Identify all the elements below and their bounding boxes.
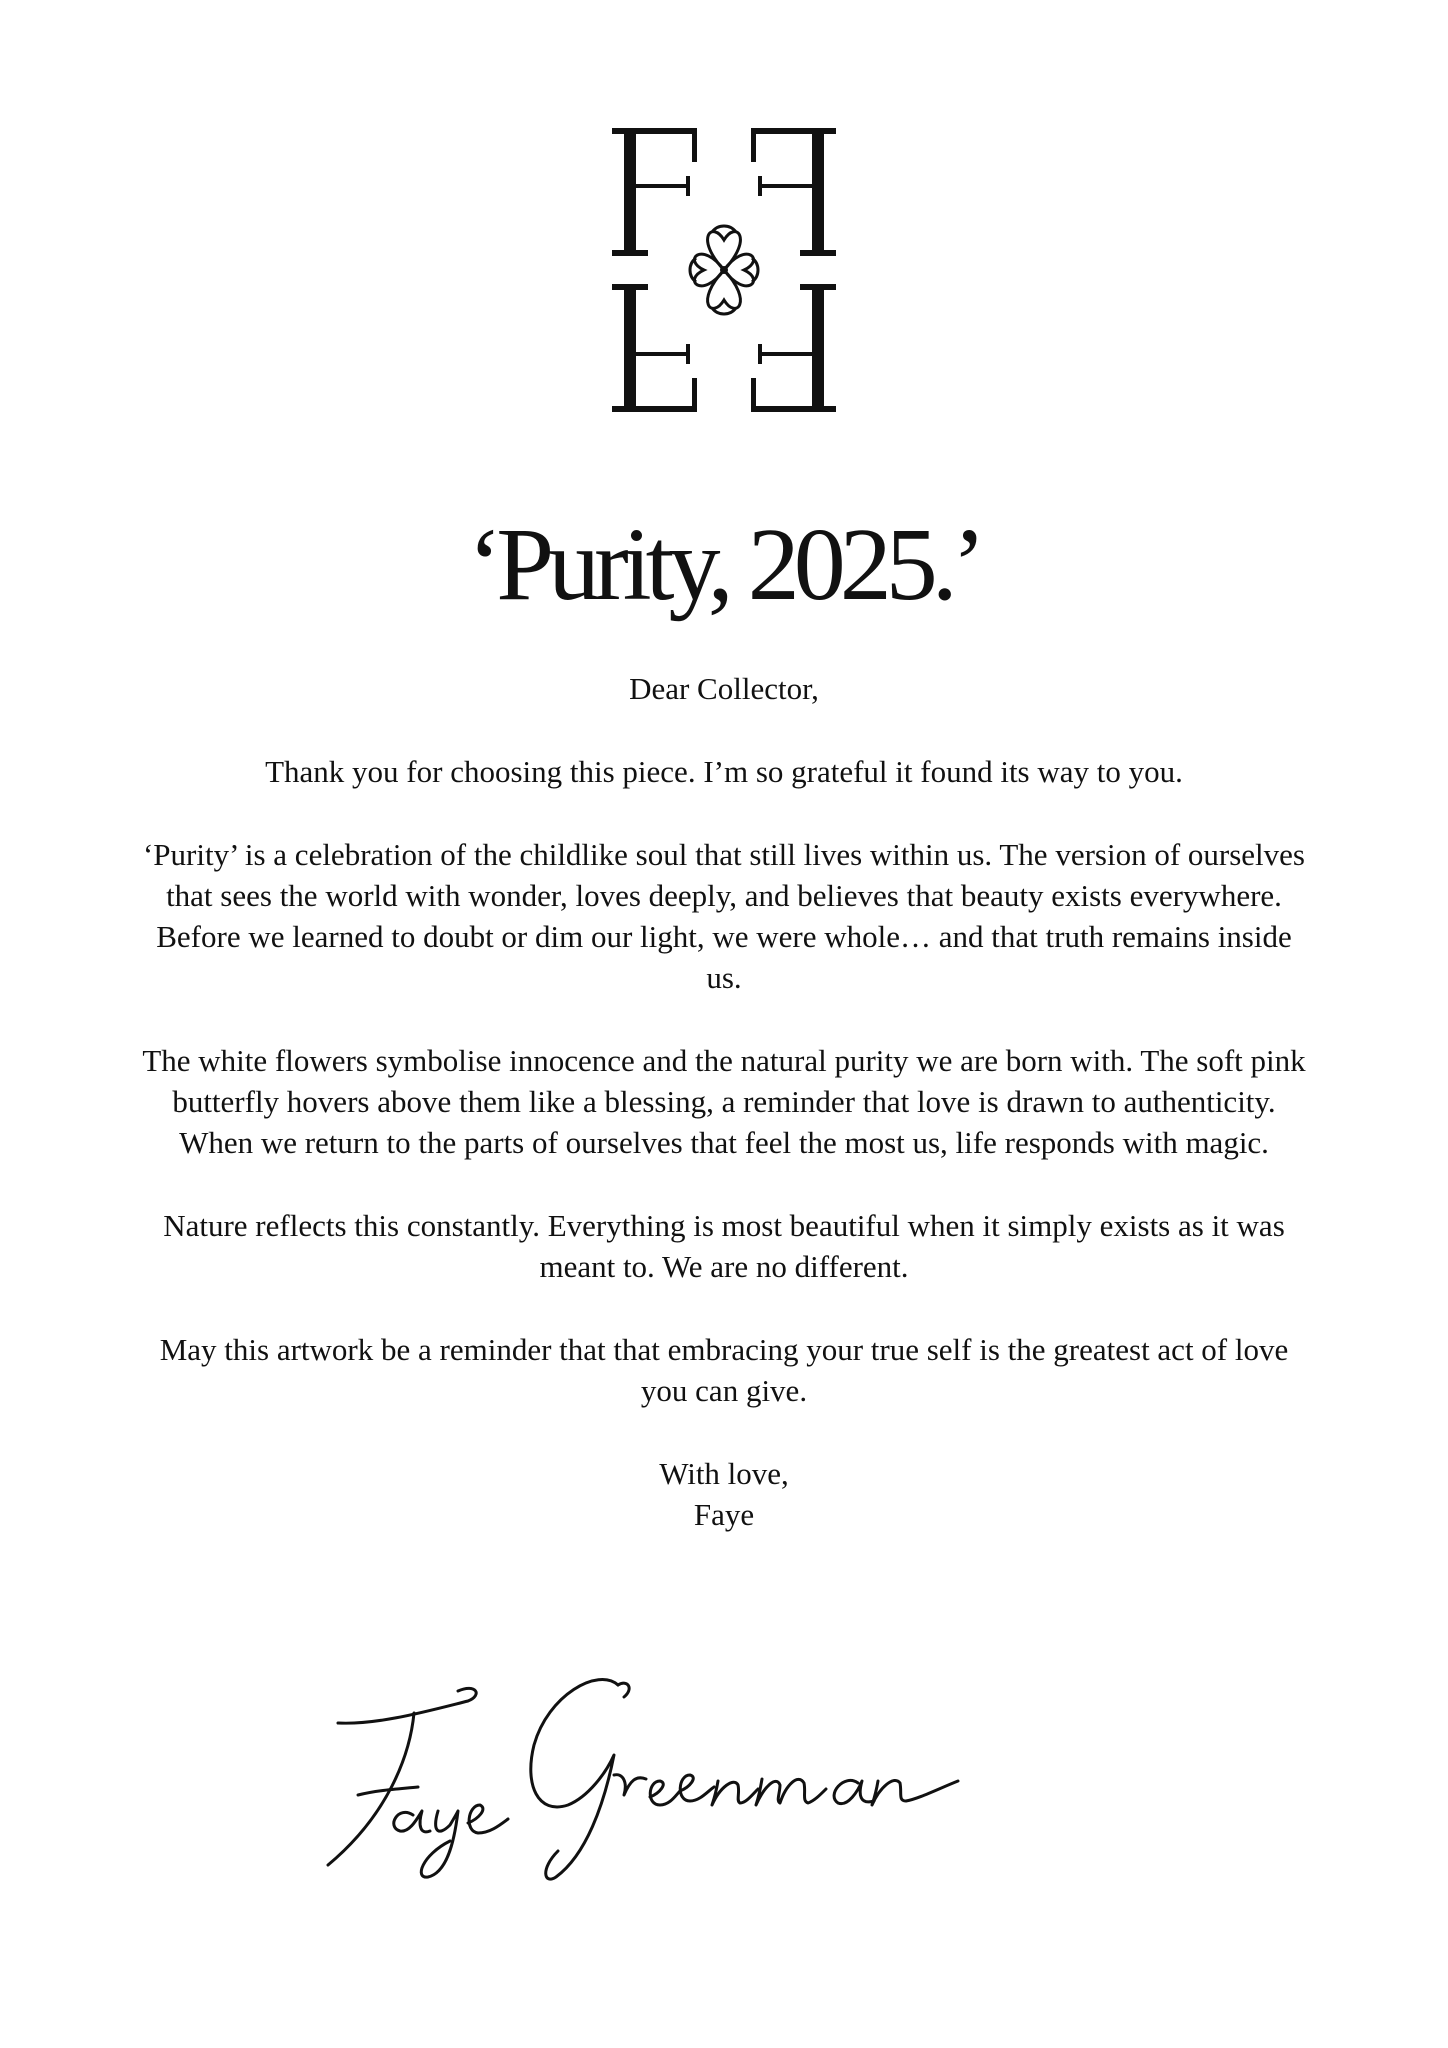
- closing: With love,: [659, 1456, 789, 1491]
- handwritten-signature: [318, 1655, 1098, 1885]
- sign-off: [140, 1453, 1308, 1535]
- salutation: Dear Collector,: [629, 671, 819, 706]
- artwork-title: ‘Purity, 2025.’: [467, 507, 981, 622]
- letter-paragraph: Nature reflects this constantly. Everything is most beautiful when it simply exists as it was meant to. We are no different.: [163, 1208, 1285, 1284]
- letter-paragraph: May this artwork be a reminder that that embracing your true self is the greatest act of love you can give.: [159, 1332, 1289, 1408]
- letter-paragraph: ‘Purity’ is a celebration of the childlike soul that still lives within us. The version of ourselves that sees the world with wonder, loves deeply, and believes that beauty exists everywhere. Before we learned to doubt or dim our light, we were whole… and that truth remains inside us.: [142, 837, 1305, 995]
- author-name: Faye: [693, 1497, 755, 1532]
- letter-body: [140, 668, 1308, 1535]
- ff-monogram-logo: [612, 120, 836, 420]
- letter-paragraph: The white flowers symbolise innocence and the natural purity we are born with. The soft pink butterfly hovers above them like a blessing, a reminder that love is drawn to authenticity. When we return to the parts of ourselves that feel the most us, life responds with magic.: [142, 1043, 1306, 1160]
- letter-paragraph: Thank you for choosing this piece. I’m so grateful it found its way to you.: [265, 754, 1183, 789]
